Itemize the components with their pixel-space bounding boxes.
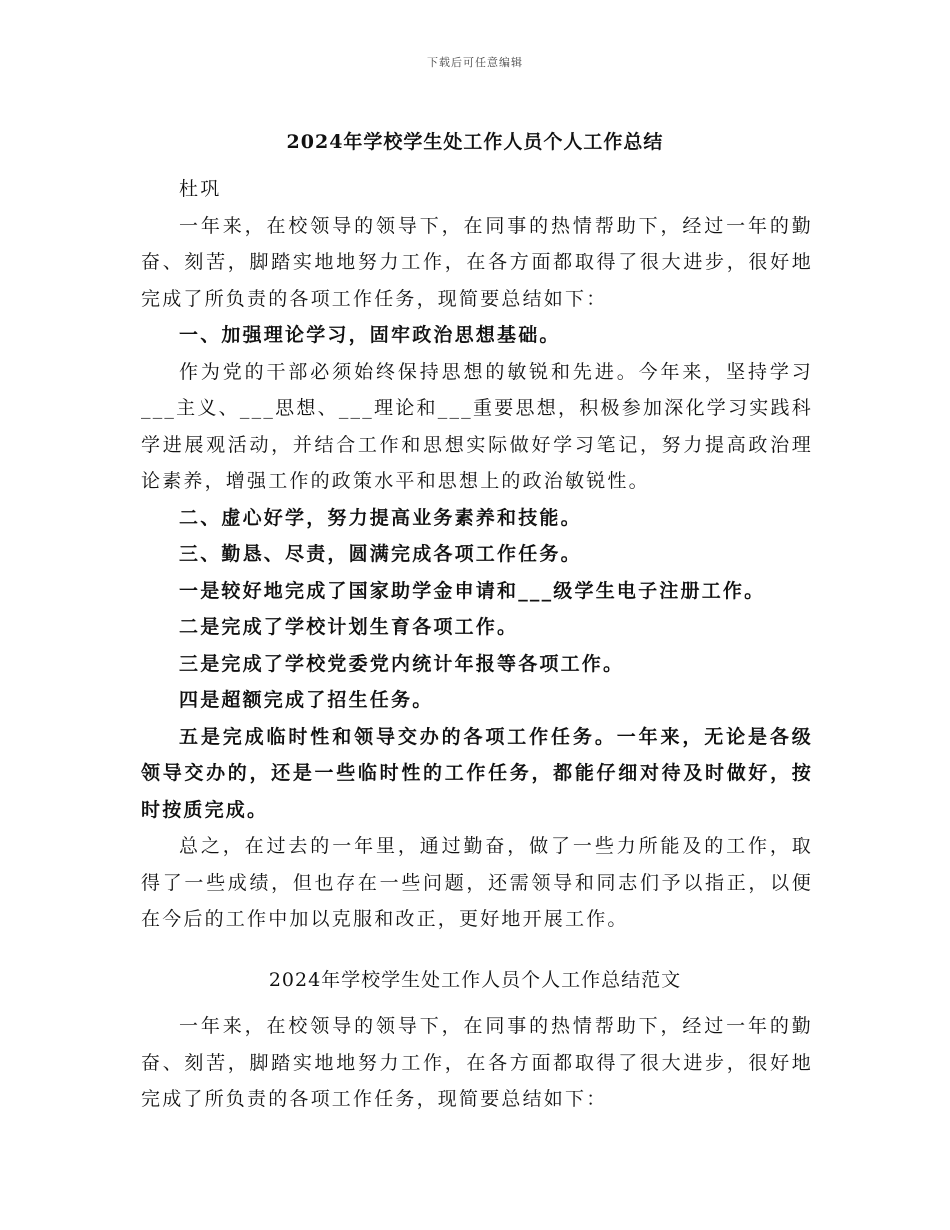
summary-paragraph: 总之，在过去的一年里，通过勤奋，做了一些力所能及的工作，取得了一些成绩，但也存在一些问题，还需领导和同志们予以指正，以便在今后的工作中加以克服和改正，更好地开展工作。	[141, 835, 813, 930]
document-title: 2024年学校学生处工作人员个人工作总结	[286, 131, 664, 153]
task-item-2: 二是完成了学校计划生育各项工作。	[179, 616, 519, 638]
intro-paragraph: 一年来，在校领导的领导下，在同事的热情帮助下，经过一年的勤奋、刻苦，脚踏实地地努力工作，在各方面都取得了很大进步，很好地完成了所负责的各项工作任务，现简要总结如下：	[141, 214, 813, 310]
task-item-4: 四是超额完成了招生任务。	[179, 689, 434, 711]
second-intro-paragraph: 一年来，在校领导的领导下，在同事的热情帮助下，经过一年的勤奋、刻苦，脚踏实地地努力工作，在各方面都取得了很大进步，很好地完成了所负责的各项工作任务，现简要总结如下：	[141, 1015, 813, 1110]
task-item-5: 五是完成临时性和领导交办的各项工作任务。一年来，无论是各级领导交办的，还是一些临时性的工作任务，都能仔细对待及时做好，按时按质完成。	[141, 725, 813, 821]
author-name: 杜巩	[179, 178, 222, 200]
section-heading-2: 二、虚心好学，努力提高业务素养和技能。	[179, 506, 582, 529]
document-body	[141, 171, 813, 938]
task-item-3: 三是完成了学校党委党内统计年报等各项工作。	[179, 652, 625, 675]
second-document-title: 2024年学校学生处工作人员个人工作总结范文	[268, 969, 682, 991]
section-heading-1: 一、加强理论学习，固牢政治思想基础。	[179, 324, 561, 346]
theory-paragraph: 作为党的干部必须始终保持思想的敏锐和先进。今年来，坚持学习___主义、___思想、___理论和___重要思想，积极参加深化学习实践科学进展观活动，并结合工作和思想实际做好学习笔记，努力提高政治理论素养，增强工作的政策水平和思想上的政治敏锐性。	[141, 360, 813, 492]
task-item-1: 一是较好地完成了国家助学金申请和___级学生电子注册工作。	[179, 579, 766, 602]
section-heading-3: 三、勤恳、尽责，圆满完成各项工作任务。	[179, 543, 582, 565]
second-document-body	[141, 1008, 813, 1118]
page-header: 下载后可任意编辑	[427, 56, 523, 69]
